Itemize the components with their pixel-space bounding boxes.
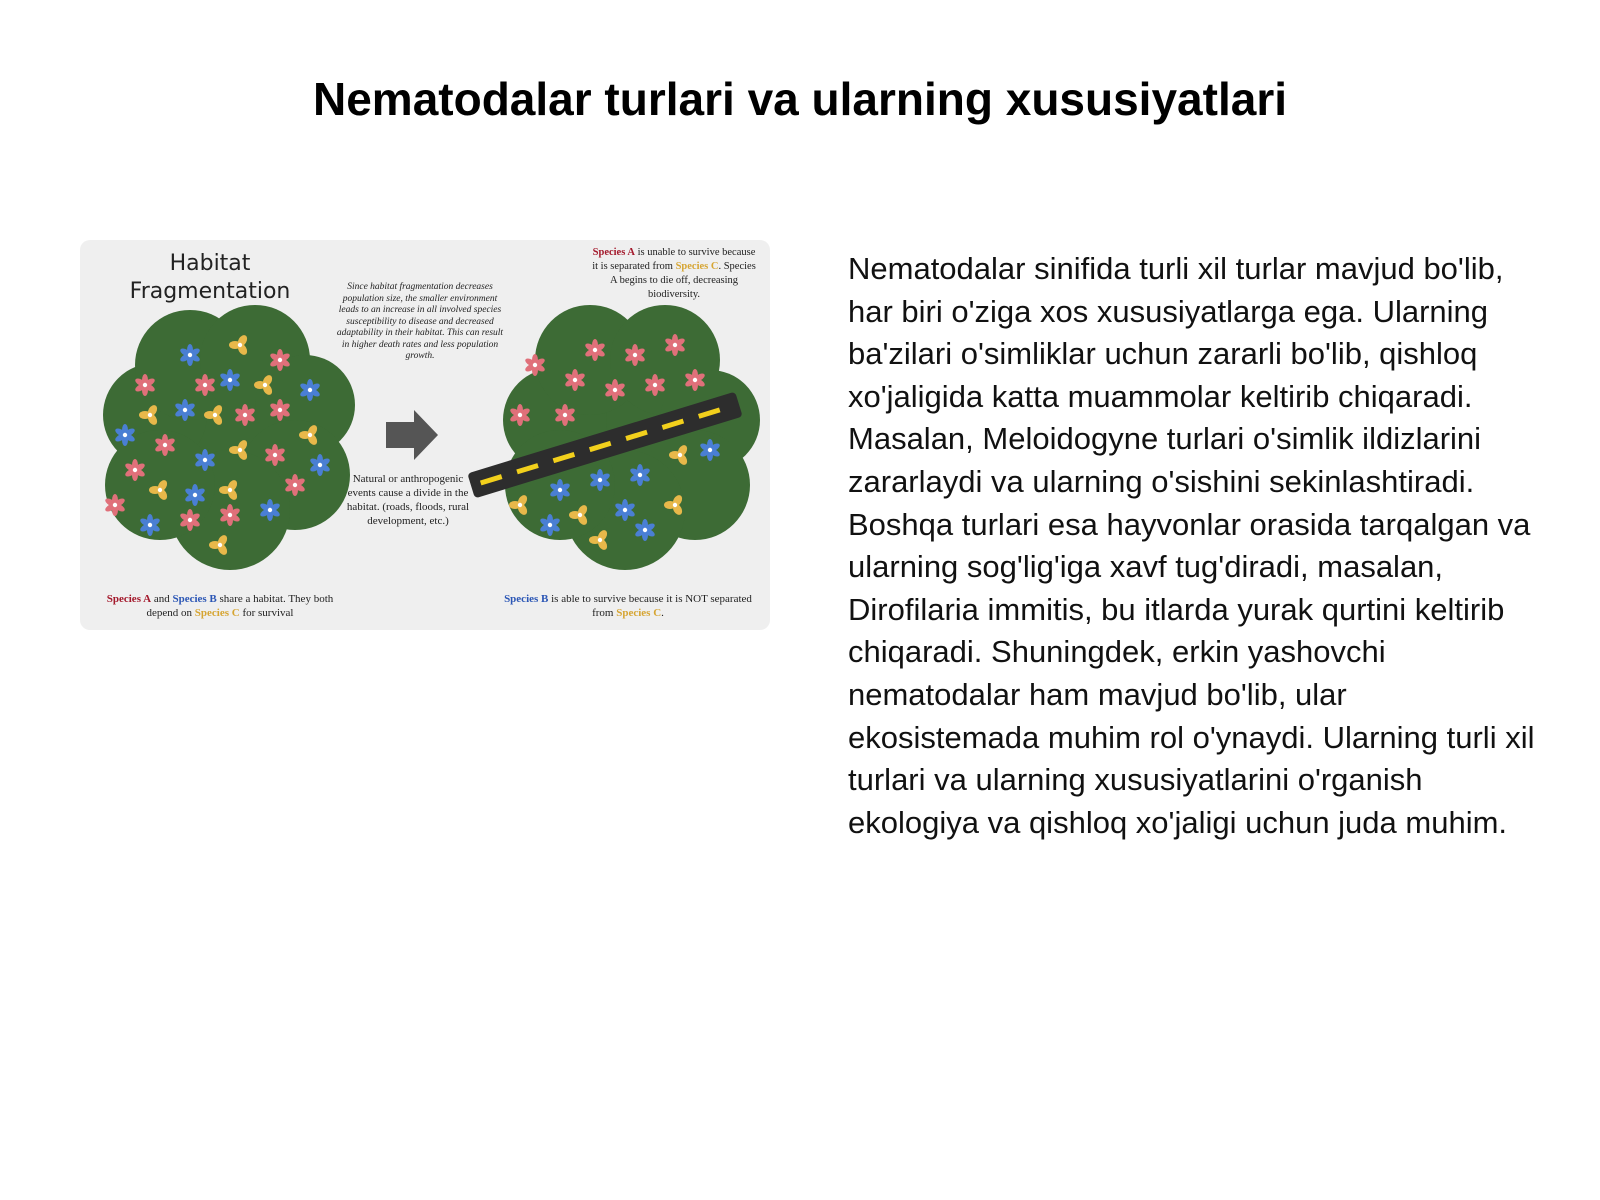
species-a-label: Species A <box>106 593 152 605</box>
species-b-label: Species B <box>504 593 549 605</box>
habitat-fragmentation-figure <box>80 240 770 630</box>
species-c-label: Species C <box>194 607 240 619</box>
figure-heading: Habitat Fragmentation <box>129 251 291 304</box>
slide-title: Nematodalar turlari va ularning xususiyatlari <box>313 73 1287 125</box>
caption-text: and <box>151 593 173 605</box>
caption-text: is able to survive because it is NOT separated from <box>548 593 752 619</box>
species-a-outcome-note <box>590 246 758 302</box>
species-c-label: Species C <box>616 607 662 619</box>
species-c-label: Species C <box>675 261 719 272</box>
species-b-label: Species B <box>172 593 217 605</box>
note-text: . Species A begins to die off, decreasing biodiversity. <box>609 261 756 300</box>
caption-intact-habitat <box>90 592 350 620</box>
species-a-label: Species A <box>592 247 635 258</box>
caption-text: for survival <box>239 607 294 619</box>
slide-body-text: Nematodalar sinifida turli xil turlar mavjud bo'lib, har biri o'ziga xos xususiyatlarga ega. Ularning ba'zilari o'simliklar uchun zararli bo'lib, qishloq xo'jaligida katta muammolar keltirib chiqaradi. Masalan, Meloidogyne turlari o'simlik ildizlarini zararlaydi va ularning o'sishini sekinlashtiradi. Boshqa turlari esa hayvonlar orasida tarqalgan va ularning sog'lig'iga xavf tug'diradi, masalan, Dirofilaria immitis, bu itlarda yurak qurtini keltirib chiqaradi. Shuningdek, erkin yashovchi nematodalar ham mavjud bo'lib, ular ekosistemada muhim rol o'ynaydi. Ularning turli xil turlari va ularning xususiyatlarini o'rganish ekologiya va qishloq xo'jaligi uchun juda muhim. <box>848 251 1535 840</box>
caption-text: . <box>661 607 664 619</box>
fragmentation-note: Since habitat fragmentation decreases population size, the smaller environment leads to an increase in all involved species susceptibility to disease and decreased adaptability in their habitat. This can result in higher death rates and less population growth. <box>336 282 504 361</box>
note-text: is unable to survive because it is separated from <box>592 247 756 272</box>
events-note: Natural or anthropogenic events cause a divide in the habitat. (roads, floods, rural development, etc.) <box>346 473 470 527</box>
caption-divided-habitat <box>498 592 758 620</box>
caption-text: share a habitat. They both depend on <box>146 593 334 619</box>
arrow-icon <box>386 410 438 460</box>
